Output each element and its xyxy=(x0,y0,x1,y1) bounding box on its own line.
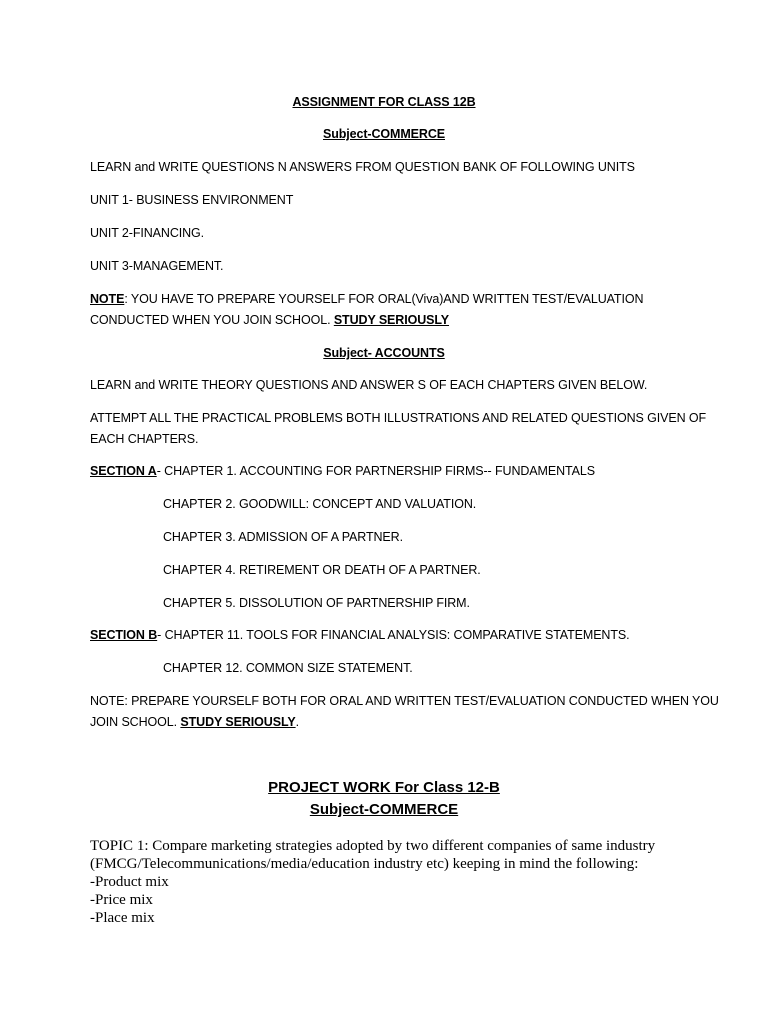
commerce-unit-2: UNIT 2-FINANCING. xyxy=(90,226,205,240)
accounts-instruction-2a: ATTEMPT ALL THE PRACTICAL PROBLEMS BOTH ILLUSTRATIONS AND RELATED QUESTIONS GIVEN OF xyxy=(90,411,707,425)
section-b-line xyxy=(90,627,630,643)
section-b-chapter-12: CHAPTER 12. COMMON SIZE STATEMENT. xyxy=(163,661,413,675)
accounts-note-line-1: NOTE: PREPARE YOURSELF BOTH FOR ORAL AND WRITTEN TEST/EVALUATION CONDUCTED WHEN YOU xyxy=(90,694,719,708)
accounts-instruction-1: LEARN and WRITE THEORY QUESTIONS AND ANSWER S OF EACH CHAPTERS GIVEN BELOW. xyxy=(90,378,648,392)
topic-item-price-mix: -Price mix xyxy=(90,892,153,908)
note-end: . xyxy=(295,715,299,729)
section-a-chapter-1: - CHAPTER 1. ACCOUNTING FOR PARTNERSHIP FIRMS-- FUNDAMENTALS xyxy=(156,464,595,478)
topic-line-2: (FMCG/Telecommunications/media/education industry etc) keeping in mind the following: xyxy=(90,856,639,872)
section-a-chapter-5: CHAPTER 5. DISSOLUTION OF PARTNERSHIP FIRM. xyxy=(163,596,470,610)
accounts-instruction-2b: EACH CHAPTERS. xyxy=(90,432,199,446)
topic-item-place-mix: -Place mix xyxy=(90,910,155,926)
note-text: JOIN SCHOOL. xyxy=(90,715,181,729)
commerce-subject-heading: Subject-COMMERCE xyxy=(322,127,445,141)
topic-item-product-mix: -Product mix xyxy=(90,874,169,890)
assignment-title: ASSIGNMENT FOR CLASS 12B xyxy=(292,95,476,109)
commerce-note-line-1 xyxy=(90,291,643,307)
study-seriously-emphasis: STUDY SERIOUSLY xyxy=(333,313,450,327)
note-text: CONDUCTED WHEN YOU JOIN SCHOOL. xyxy=(90,313,334,327)
section-b-chapter-11: - CHAPTER 11. TOOLS FOR FINANCIAL ANALYSIS: COMPARATIVE STATEMENTS. xyxy=(157,628,630,642)
note-label: NOTE xyxy=(90,292,125,306)
accounts-subject-heading: Subject- ACCOUNTS xyxy=(323,346,445,360)
commerce-unit-3: UNIT 3-MANAGEMENT. xyxy=(90,259,224,273)
commerce-note-line-2 xyxy=(90,312,449,328)
note-text: : YOU HAVE TO PREPARE YOURSELF FOR ORAL(Viva)AND WRITTEN TEST/EVALUATION xyxy=(124,292,644,306)
section-a-chapter-2: CHAPTER 2. GOODWILL: CONCEPT AND VALUATION. xyxy=(163,497,477,511)
section-a-label: SECTION A xyxy=(90,464,157,478)
accounts-note-line-2 xyxy=(90,714,299,730)
study-seriously-emphasis: STUDY SERIOUSLY xyxy=(180,715,296,729)
section-a-line xyxy=(90,463,595,479)
section-a-chapter-3: CHAPTER 3. ADMISSION OF A PARTNER. xyxy=(163,530,403,544)
commerce-unit-1: UNIT 1- BUSINESS ENVIRONMENT xyxy=(90,193,294,207)
section-a-chapter-4: CHAPTER 4. RETIREMENT OR DEATH OF A PARTNER. xyxy=(163,563,481,577)
topic-line-1: TOPIC 1: Compare marketing strategies adopted by two different companies of same industry xyxy=(90,838,656,854)
commerce-instruction: LEARN and WRITE QUESTIONS N ANSWERS FROM QUESTION BANK OF FOLLOWING UNITS xyxy=(90,160,635,174)
section-b-label: SECTION B xyxy=(90,628,158,642)
project-title: PROJECT WORK For Class 12-B xyxy=(268,779,500,796)
project-subject-heading: Subject-COMMERCE xyxy=(309,801,459,818)
